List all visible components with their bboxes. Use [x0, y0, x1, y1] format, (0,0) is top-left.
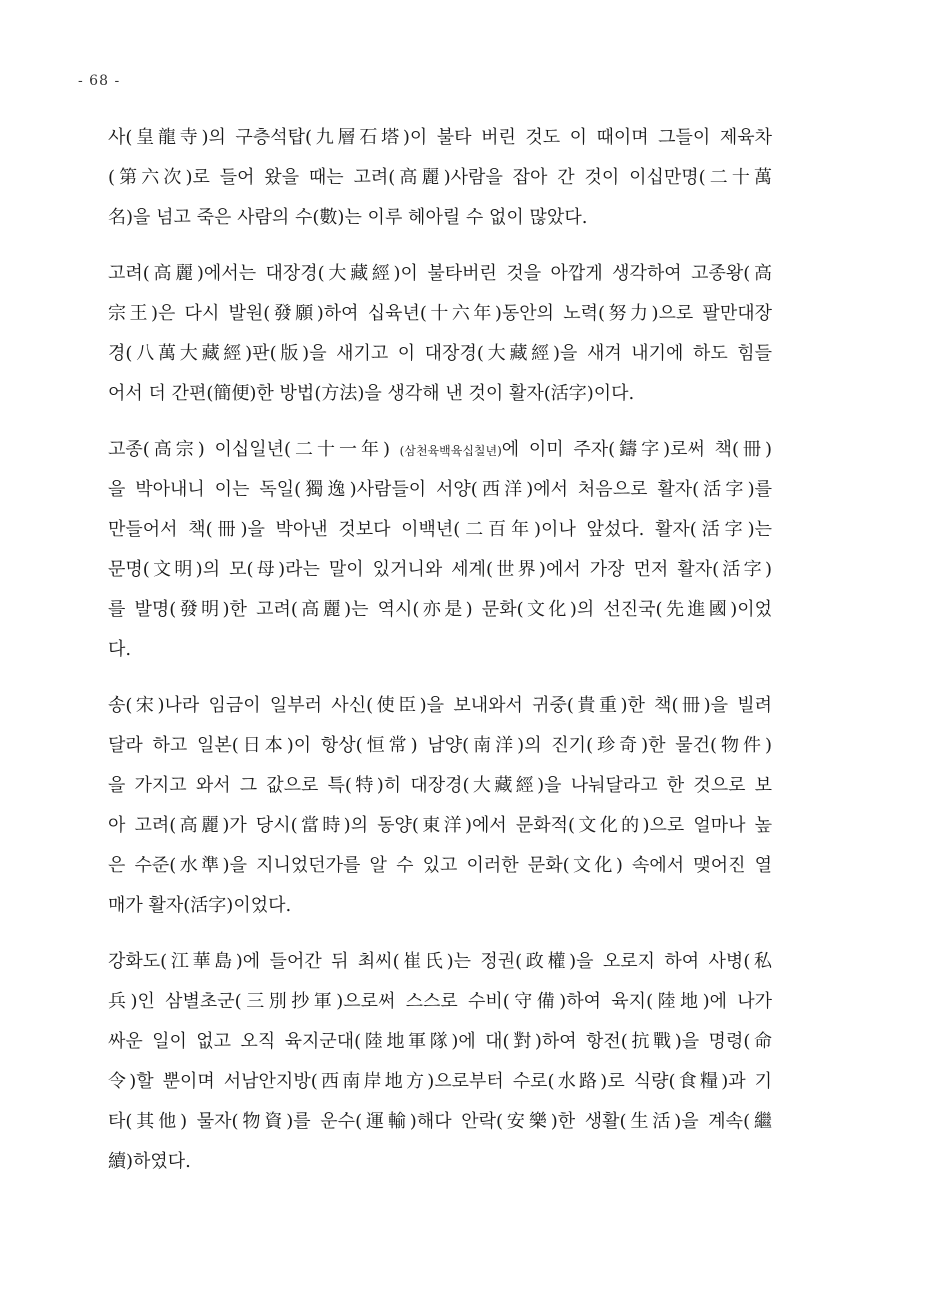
paragraph-4: [108, 686, 772, 926]
paragraph-3: [108, 430, 772, 670]
paragraph-2: [108, 254, 772, 414]
text-line: 어서 더 간편(簡便)한 방법(方法)을 생각해 낸 것이 활자(活字)이다.: [108, 383, 635, 404]
paragraph-1: [108, 118, 772, 238]
text-line: 싸운 일이 없고 오직 육지군대(陸地軍隊)에 대(對)하여 항전(抗戰)을 명령(命: [108, 1031, 772, 1052]
text-line: 令)할 뿐이며 서남안지방(西南岸地方)으로부터 수로(水路)로 식량(食糧)과 기: [108, 1071, 772, 1092]
paragraph-5: [108, 942, 772, 1182]
text-segment: 에 이미 주자(鑄字)로써 책(冊): [501, 439, 772, 460]
text-line: 續)하였다.: [108, 1151, 191, 1172]
text-line: [108, 430, 772, 470]
annotation-text: (삼천육백육십칠년): [399, 444, 502, 458]
text-line: 문명(文明)의 모(母)라는 말이 있거니와 세계(世界)에서 가장 먼저 활자(活字): [108, 559, 772, 580]
text-line: 강화도(江華島)에 들어간 뒤 최씨(崔氏)는 정권(政權)을 오로지 하여 사병(私: [108, 951, 772, 972]
text-line: (第六次)로 들어 왔을 때는 고려(高麗)사람을 잡아 간 것이 이십만명(二十萬: [108, 167, 772, 188]
text-line: 를 발명(發明)한 고려(高麗)는 역시(亦是) 문화(文化)의 선진국(先進國)이었: [108, 599, 772, 620]
text-line: 경(八萬大藏經)판(版)을 새기고 이 대장경(大藏經)을 새겨 내기에 하도 힘들: [108, 343, 772, 364]
text-line: 달라 하고 일본(日本)이 항상(恒常) 남양(南洋)의 진기(珍奇)한 물건(物件): [108, 735, 772, 756]
text-line: 송(宋)나라 임금이 일부러 사신(使臣)을 보내와서 귀중(貴重)한 책(冊)을 빌려: [108, 695, 772, 716]
text-line: 을 가지고 와서 그 값으로 특(特)히 대장경(大藏經)을 나눠달라고 한 것으로 보: [108, 775, 772, 796]
text-line: 名)을 넘고 죽은 사람의 수(數)는 이루 헤아릴 수 없이 많았다.: [108, 207, 588, 228]
text-line: 고려(高麗)에서는 대장경(大藏經)이 불타버린 것을 아깝게 생각하여 고종왕(高: [108, 263, 772, 284]
text-line: 을 박아내니 이는 독일(獨逸)사람들이 서양(西洋)에서 처음으로 활자(活字)를: [108, 479, 772, 500]
text-line: 宗王)은 다시 발원(發願)하여 십육년(十六年)동안의 노력(努力)으로 팔만대장: [108, 303, 772, 324]
text-line: 타(其他) 물자(物資)를 운수(運輸)해다 안락(安樂)한 생활(生活)을 계속(繼: [108, 1111, 772, 1132]
document-body: [108, 118, 772, 1198]
text-line: 兵)인 삼별초군(三別抄軍)으로써 스스로 수비(守備)하여 육지(陸地)에 나가: [108, 991, 772, 1012]
page-number: - 68 -: [78, 73, 121, 89]
text-line: 만들어서 책(冊)을 박아낸 것보다 이백년(二百年)이나 앞섰다. 활자(活字)는: [108, 519, 772, 540]
text-segment: 고종(高宗) 이십일년(二十一年): [108, 439, 400, 460]
text-line: 아 고려(高麗)가 당시(當時)의 동양(東洋)에서 문화적(文化的)으로 얼마나 높: [108, 815, 772, 836]
text-line: 사(皇龍寺)의 구층석탑(九層石塔)이 불타 버린 것도 이 때이며 그들이 제육차: [108, 127, 772, 148]
text-line: 매가 활자(活字)이었다.: [108, 895, 292, 916]
text-line: 은 수준(水準)을 지니었던가를 알 수 있고 이러한 문화(文化) 속에서 맺어진 열: [108, 855, 772, 876]
text-line: 다.: [108, 639, 132, 660]
